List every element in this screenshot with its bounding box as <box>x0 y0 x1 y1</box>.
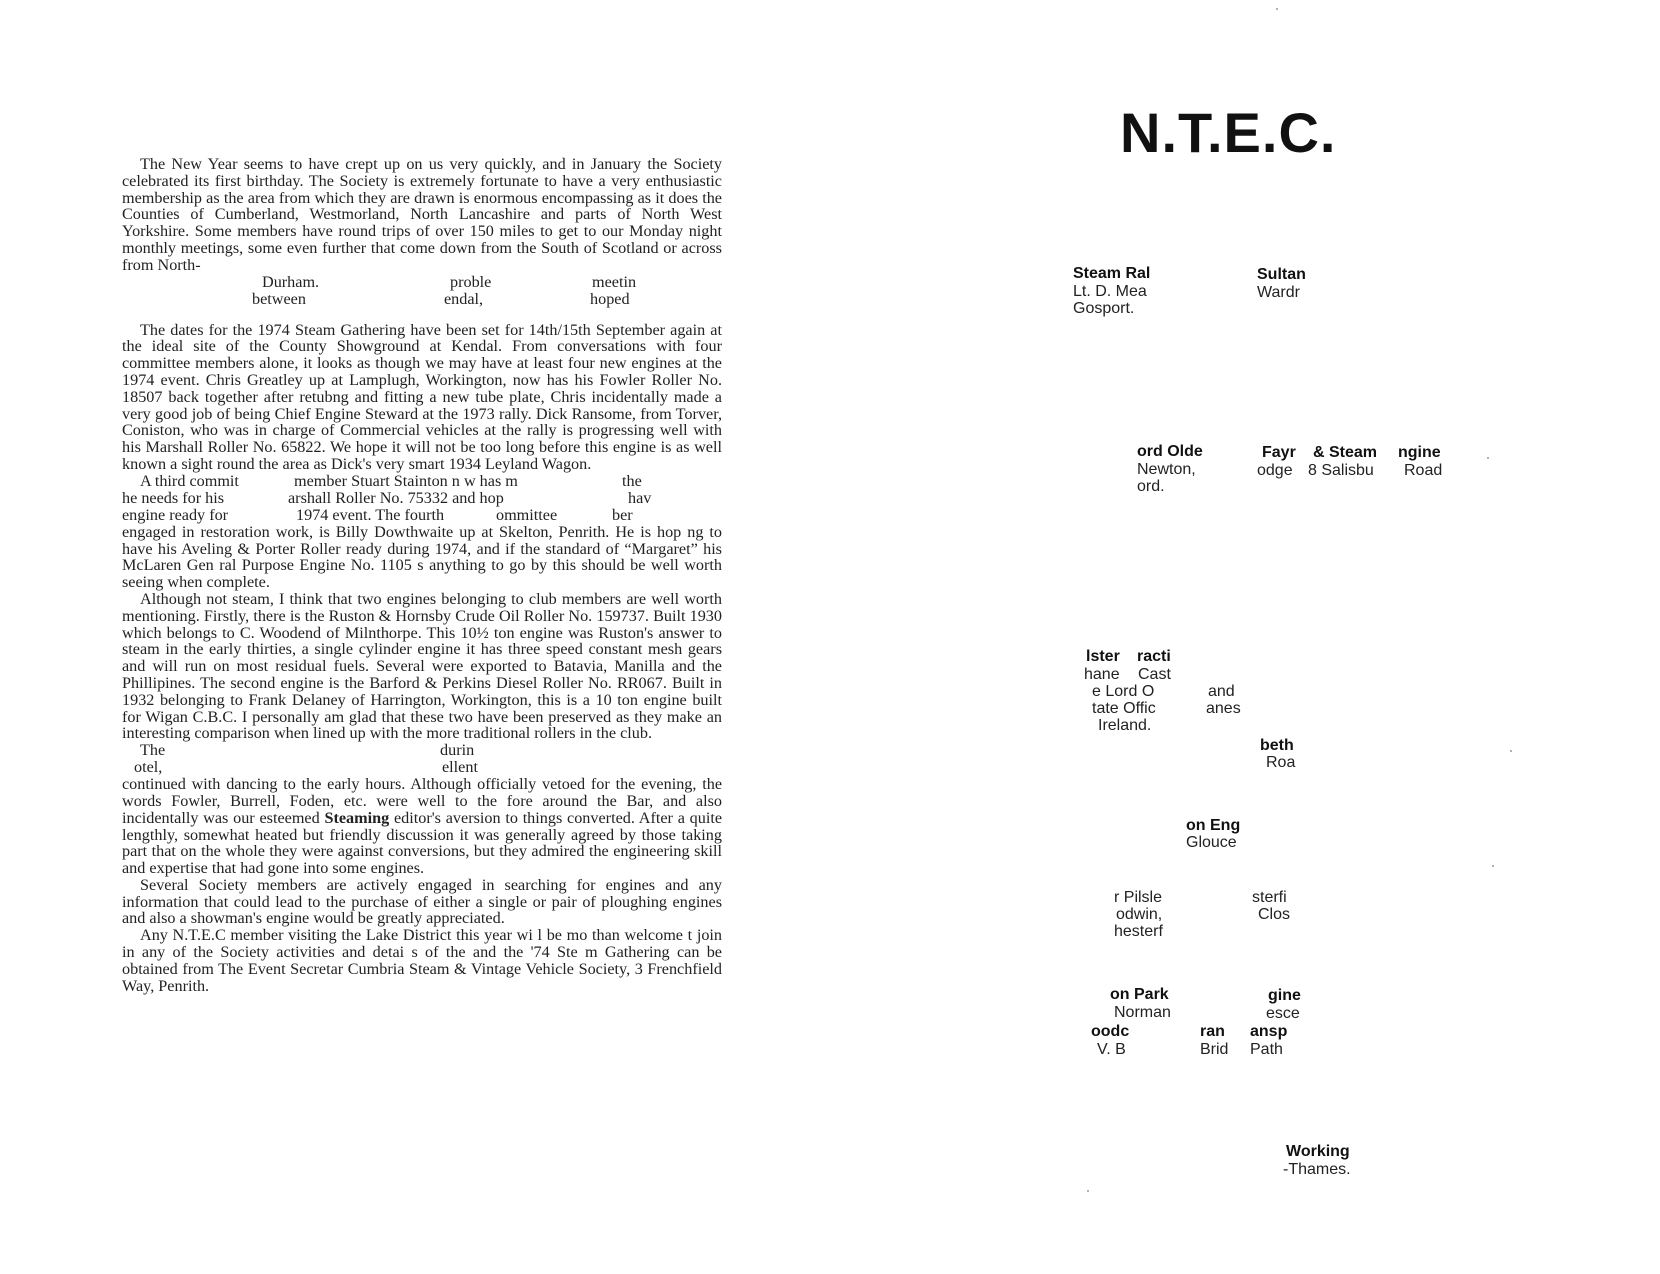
paragraph-6: Several Society members are actively engaged in searching for engines and any information that could lead to the purchase of either a single or pair of ploughing engines and also a showman's engine would be greatly appreciated. <box>122 875 722 928</box>
faded-line-7 <box>122 759 722 776</box>
listing-fragment: Cast <box>1138 666 1171 683</box>
text-fragment: otel, <box>134 758 163 777</box>
listing-fragment: on Park <box>1110 986 1169 1003</box>
listing-fragment: beth <box>1260 737 1294 754</box>
listing-fragment: hane <box>1084 666 1120 683</box>
listing-fragment: Glouce <box>1186 834 1237 851</box>
scan-speck <box>1510 750 1512 752</box>
listing-fragment: hesterf <box>1114 923 1163 940</box>
listing-fragment: ord. <box>1137 478 1165 495</box>
text-fragment: A third commit <box>140 471 239 490</box>
listing-fragment: odge <box>1257 462 1293 479</box>
listing-fragment: ran <box>1200 1023 1225 1040</box>
text-fragment: ellent <box>442 758 478 777</box>
scan-speck <box>1276 8 1278 10</box>
listing-fragment: ngine <box>1398 444 1441 461</box>
text-fragment: he needs for his <box>122 488 225 507</box>
scan-speck <box>1492 865 1494 867</box>
listing-fragment: e Lord O <box>1092 683 1155 700</box>
listing-fragment: ord Olde <box>1137 443 1203 460</box>
listing-fragment: Clos <box>1258 906 1291 923</box>
listing-fragment: 8 Salisbu <box>1308 462 1374 479</box>
listing-fragment: r Pilsle <box>1114 889 1163 906</box>
listing-fragment: anes <box>1206 700 1241 717</box>
listing-fragment: Sultan <box>1257 266 1306 283</box>
text-fragment: Durham. <box>262 272 320 291</box>
paragraph-5-text: continued with dancing to the early hours. Although officially vetoed for the evening, the words Fowler, Burrell, Foden, etc. were well to the fore around the Bar, and also incidentally was our esteemed <box>122 775 722 827</box>
text-fragment: between <box>252 289 306 308</box>
faded-line-2 <box>122 291 722 308</box>
text-fragment: endal, <box>444 289 484 308</box>
text-fragment: The <box>140 741 166 760</box>
paragraph-5-text-end: editor's aversion to things converted. After a quite lengthly, somewhat heated but friendly discussion it was generally agreed by those taking part that on the whole they were against conversions, but they admired the engineering skill and expertise that had gone into some engines. <box>122 808 723 878</box>
listing-fragment: Roa <box>1266 754 1296 771</box>
listing-fragment: gine <box>1268 987 1301 1004</box>
listing-fragment: Steam Ral <box>1073 265 1151 282</box>
text-fragment: arshall Roller No. 75332 and hop <box>288 488 504 507</box>
listing-fragment: sterfi <box>1252 889 1287 906</box>
listing-fragment: V. B <box>1097 1041 1126 1058</box>
text-fragment: the <box>622 471 642 490</box>
listing-fragment: racti <box>1137 648 1171 665</box>
text-fragment: durin <box>440 741 475 760</box>
listing-fragment: Wardr <box>1257 284 1300 301</box>
paragraph-4: Although not steam, I think that two engines belonging to club members are well worth mentioning. Firstly, there is the Ruston & Hornsby Crude Oil Roller No. 159737. Built 1930 which belongs to C. Woodend of Milnthorpe. This 10½ ton engine was Ruston's answer to steam in the early thirties, a single cylinder engine it has three speed constant mesh gears and will run on most residual fuels. Several were exported to Batavia, Manilla and the Phillipines. The second engine is the Barford & Perkins Diesel Roller No. RR067. Built in 1932 belonging to Frank Delaney of Harrington, Workington, this is a 10 ton engine built for Wigan C.B.C. I personally am glad that these two have been preserved as they make an interesting comparison when lined up with the more traditional rollers in the club. <box>122 589 722 743</box>
listing-fragment: Gosport. <box>1073 300 1135 317</box>
paragraph-7: Any N.T.E.C member visiting the Lake District this year wi l be mo than welcome t join in any of the Society activities and detai s of the and the '74 Ste m Gathering can be obtained from The Event Secretar Cumbria Steam & Vintage Vehicle Society, 3 Frenchfield Way, Penrith. <box>122 926 722 995</box>
listing-fragment: odwin, <box>1116 906 1163 923</box>
listing-fragment: Fayr <box>1262 444 1296 461</box>
faded-line-3 <box>122 473 722 490</box>
text-fragment: ommittee <box>496 505 558 524</box>
listing-fragment: Working <box>1286 1143 1350 1160</box>
paragraph-2: The dates for the 1974 Steam Gathering have been set for 14th/15th September again at the ideal site of the County Showground at Kendal. From conversations with four committee members alone, it looks as though we may have at least four new engines at the 1974 event. Chris Greatley up at Lamplugh, Workington, now has his Fowler Roller No. 18507 back together after retubng and fitting a new tube plate, Chris incidentally made a very good job of being Chief Engine Steward at the 1973 rally. Dick Ransome, from Torver, Coniston, who was in charge of Commercial vehicles at the rally is progressing well with his Marshall Roller No. 65822. We hope it will not be too long before this engine is as well known a sight round the area as Dick's very smart 1934 Leyland Wagon. <box>122 320 722 473</box>
listing-fragment: and <box>1208 683 1235 700</box>
masthead-title: N.T.E.C. <box>1120 101 1337 164</box>
listing-fragment: lster <box>1086 648 1120 665</box>
scan-speck <box>1087 1190 1089 1192</box>
article-body <box>122 156 722 994</box>
listing-fragment: esce <box>1266 1005 1300 1022</box>
faded-line-6 <box>122 742 722 759</box>
listing-fragment: on Eng <box>1186 817 1241 834</box>
text-fragment: meetin <box>592 272 637 291</box>
listing-fragment: Brid <box>1200 1041 1229 1058</box>
text-fragment: hoped <box>590 289 630 308</box>
listing-fragment: Ireland. <box>1098 717 1152 734</box>
text-fragment: hav <box>628 488 652 507</box>
faded-line-4 <box>122 490 722 507</box>
listing-fragment: oodc <box>1091 1023 1130 1040</box>
listing-fragment: Norman <box>1114 1004 1171 1021</box>
listing-fragment: Road <box>1404 462 1443 479</box>
listing-fragment: Path <box>1250 1041 1283 1058</box>
paragraph-1: The New Year seems to have crept up on us very quickly, and in January the Society celebrated its first birthday. The Society is extremely fortunate to have a very enthusiastic membership as the area from which they are drawn is enormous encompassing as it does the Counties of Cumberland, Westmorland, North Lancashire and parts of North West Yorkshire. Some members have round trips of over 150 miles to get to our Monday night monthly meetings, some even further that come down from the South of Scotland or across from North- <box>122 155 722 274</box>
text-fragment: proble <box>450 272 492 291</box>
faded-line-5 <box>122 507 722 524</box>
text-fragment: engine ready for <box>122 505 229 524</box>
faded-line-1 <box>122 274 722 291</box>
listing-fragment: ansp <box>1250 1023 1288 1040</box>
listing-fragment: tate Offic <box>1092 700 1156 717</box>
text-fragment: member Stuart Stainton n w has m <box>294 471 518 490</box>
listing-fragment: Newton, <box>1137 461 1196 478</box>
text-fragment: ber <box>612 505 633 524</box>
right-page <box>830 0 1660 1274</box>
scan-speck <box>1487 457 1489 459</box>
paragraph-3: engaged in restoration work, is Billy Dowthwaite up at Skelton, Penrith. He is hop ng to have his Aveling & Porter Roller ready during 1974, and if the standard of “Margaret” his McLaren Gen ral Purpose Engine No. 1105 s anything to go by this should be well worth seeing when complete. <box>122 522 722 592</box>
paragraph-5 <box>122 776 722 877</box>
listing-fragment: Lt. D. Mea <box>1073 283 1147 300</box>
text-fragment: 1974 event. The fourth <box>296 505 445 524</box>
listing-fragment: -Thames. <box>1283 1161 1351 1178</box>
listing-fragment: & Steam <box>1313 444 1378 461</box>
magazine-name: Steaming <box>324 808 390 827</box>
